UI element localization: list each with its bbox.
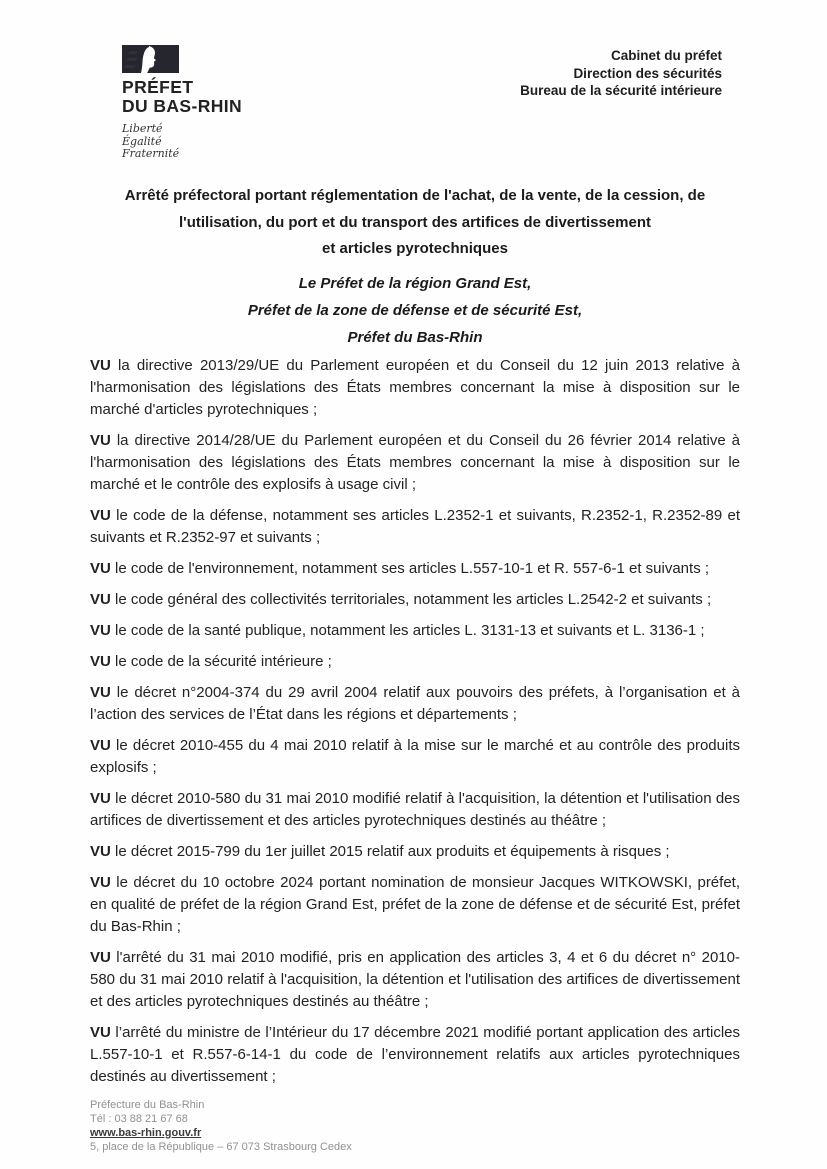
vu-lead: VU [90, 873, 111, 891]
motto-egalite: Égalité [122, 134, 162, 148]
paragraph-text: la directive 2013/29/UE du Parlement européen et du Conseil du 12 juin 2013 relative à l'harmonisation des législations des États membres concernant la mise à disposition sur le marché d'articles pyrotechniques ; [90, 356, 740, 418]
vu-paragraph [90, 841, 740, 863]
motto-fraternite: Fraternité [122, 147, 180, 160]
vu-lead: VU [90, 842, 111, 860]
vu-paragraph [90, 558, 740, 580]
paragraph-text: l'arrêté du 31 mai 2010 modifié, pris en application des articles 3, 4 et 6 du décret n° 2010-580 du 31 mai 2010 relatif à l'acquisition, la détention et l'utilisation des artifices de divertissement et des articles pyrotechniques destinés au théâtre ; [90, 948, 740, 1010]
motto-liberte: Liberté [122, 122, 163, 135]
page-footer [90, 1098, 352, 1154]
brand-name-line2: DU BAS-RHIN [122, 96, 243, 116]
title-line-3: et articles pyrotechniques [322, 240, 508, 257]
paragraph-text: le décret 2015-799 du 1er juillet 2015 relatif aux produits et équipements à risques ; [115, 842, 670, 860]
title-line-1: Arrêté préfectoral portant réglementation de l'achat, de la vente, de la cession, de [124, 187, 706, 204]
department-line-bureau: Bureau de la sécurité intérieure [520, 83, 722, 98]
letterhead [0, 0, 827, 170]
footer-address: 5, place de la République – 67 073 Strasbourg Cedex [90, 1141, 352, 1153]
vu-paragraph [90, 1022, 740, 1088]
paragraph-text: le code de la sécurité intérieure ; [115, 652, 332, 670]
department-line-direction: Direction des sécurités [573, 65, 722, 81]
footer-org: Préfecture du Bas-Rhin [90, 1099, 205, 1111]
vu-paragraph [90, 735, 740, 779]
subtitle-line-2: Préfet de la zone de défense et de sécurité Est, [247, 301, 583, 319]
vu-paragraph [90, 788, 740, 832]
vu-paragraph [90, 682, 740, 726]
vu-lead: VU [90, 736, 111, 754]
prefecture-brand-block [122, 45, 242, 161]
vu-lead: VU [90, 431, 111, 449]
motto [122, 123, 242, 161]
subtitle-line-1: Le Préfet de la région Grand Est, [298, 274, 532, 292]
document-body [90, 183, 740, 1097]
paragraph-text: le décret du 10 octobre 2024 portant nomination de monsieur Jacques WITKOWSKI, préfet, en qualité de préfet de la région Grand Est, préfet de la zone de défense et de sécurité Est, préfet du Bas-Rhin ; [90, 873, 740, 935]
paragraph-text: le code de la défense, notamment ses articles L.2352-1 et suivants, R.2352-1, R.2352-89 et suivants et R.2352-97 et suivants ; [90, 506, 741, 546]
document-title [90, 183, 740, 263]
vu-paragraph [90, 872, 740, 938]
title-line-2: l'utilisation, du port et du transport des artifices de divertissement [179, 213, 651, 231]
vu-lead: VU [90, 559, 111, 577]
vu-paragraph [90, 651, 740, 673]
vu-paragraph [90, 947, 740, 1013]
footer-website: www.bas-rhin.gouv.fr [90, 1127, 202, 1139]
paragraph-text: le code de la santé publique, notamment les articles L. 3131-13 et suivants et L. 3136-1 ; [115, 621, 705, 639]
vu-lead: VU [90, 683, 111, 701]
subtitle-line-3: Préfet du Bas-Rhin [347, 328, 483, 346]
paragraph-text: le décret n°2004-374 du 29 avril 2004 relatif aux pouvoirs des préfets, à l’organisation et à l’action des services de l’État dans les régions et départements ; [90, 683, 740, 723]
vu-lead: VU [90, 356, 111, 374]
paragraph-text: la directive 2014/28/UE du Parlement européen et du Conseil du 26 février 2014 relative à l'harmonisation des législations des États membres concernant la mise à disposition sur le marché et le contrôle des explosifs à usage civil ; [90, 431, 740, 493]
paragraphs [90, 355, 740, 1088]
paragraph-text: le décret 2010-580 du 31 mai 2010 modifié relatif à l'acquisition, la détention et l'utilisation des artifices de divertissement et des articles pyrotechniques destinés au théâtre ; [90, 789, 740, 829]
department-block [520, 47, 722, 100]
department-line-cabinet: Cabinet du préfet [610, 48, 722, 63]
vu-lead: VU [90, 652, 111, 670]
vu-paragraph [90, 355, 740, 421]
vu-lead: VU [90, 621, 111, 639]
marianne-logo-icon [122, 45, 179, 73]
vu-lead: VU [90, 506, 111, 524]
vu-lead: VU [90, 789, 111, 807]
vu-lead: VU [90, 1023, 111, 1041]
footer-phone: Tél : 03 88 21 67 68 [90, 1113, 188, 1125]
paragraph-text: le code général des collectivités territoriales, notamment les articles L.2542-2 et suivants ; [115, 590, 712, 608]
brand-name-line1: PRÉFET [122, 77, 194, 97]
vu-paragraph [90, 505, 740, 549]
paragraph-text: l’arrêté du ministre de l’Intérieur du 17 décembre 2021 modifié portant application des articles L.557-10-1 et R.557-6-14-1 du code de l’environnement relatifs aux articles pyrotechniques destinés au divertissement ; [90, 1023, 740, 1085]
vu-lead: VU [90, 948, 111, 966]
vu-paragraph [90, 430, 740, 496]
paragraph-text: le code de l'environnement, notamment ses articles L.557-10-1 et R. 557-6-1 et suivants ; [115, 559, 710, 577]
document-subtitle [90, 270, 740, 351]
vu-lead: VU [90, 590, 111, 608]
vu-paragraph [90, 620, 740, 642]
vu-paragraph [90, 589, 740, 611]
paragraph-text: le décret 2010-455 du 4 mai 2010 relatif à la mise sur le marché et au contrôle des produits explosifs ; [90, 736, 740, 776]
